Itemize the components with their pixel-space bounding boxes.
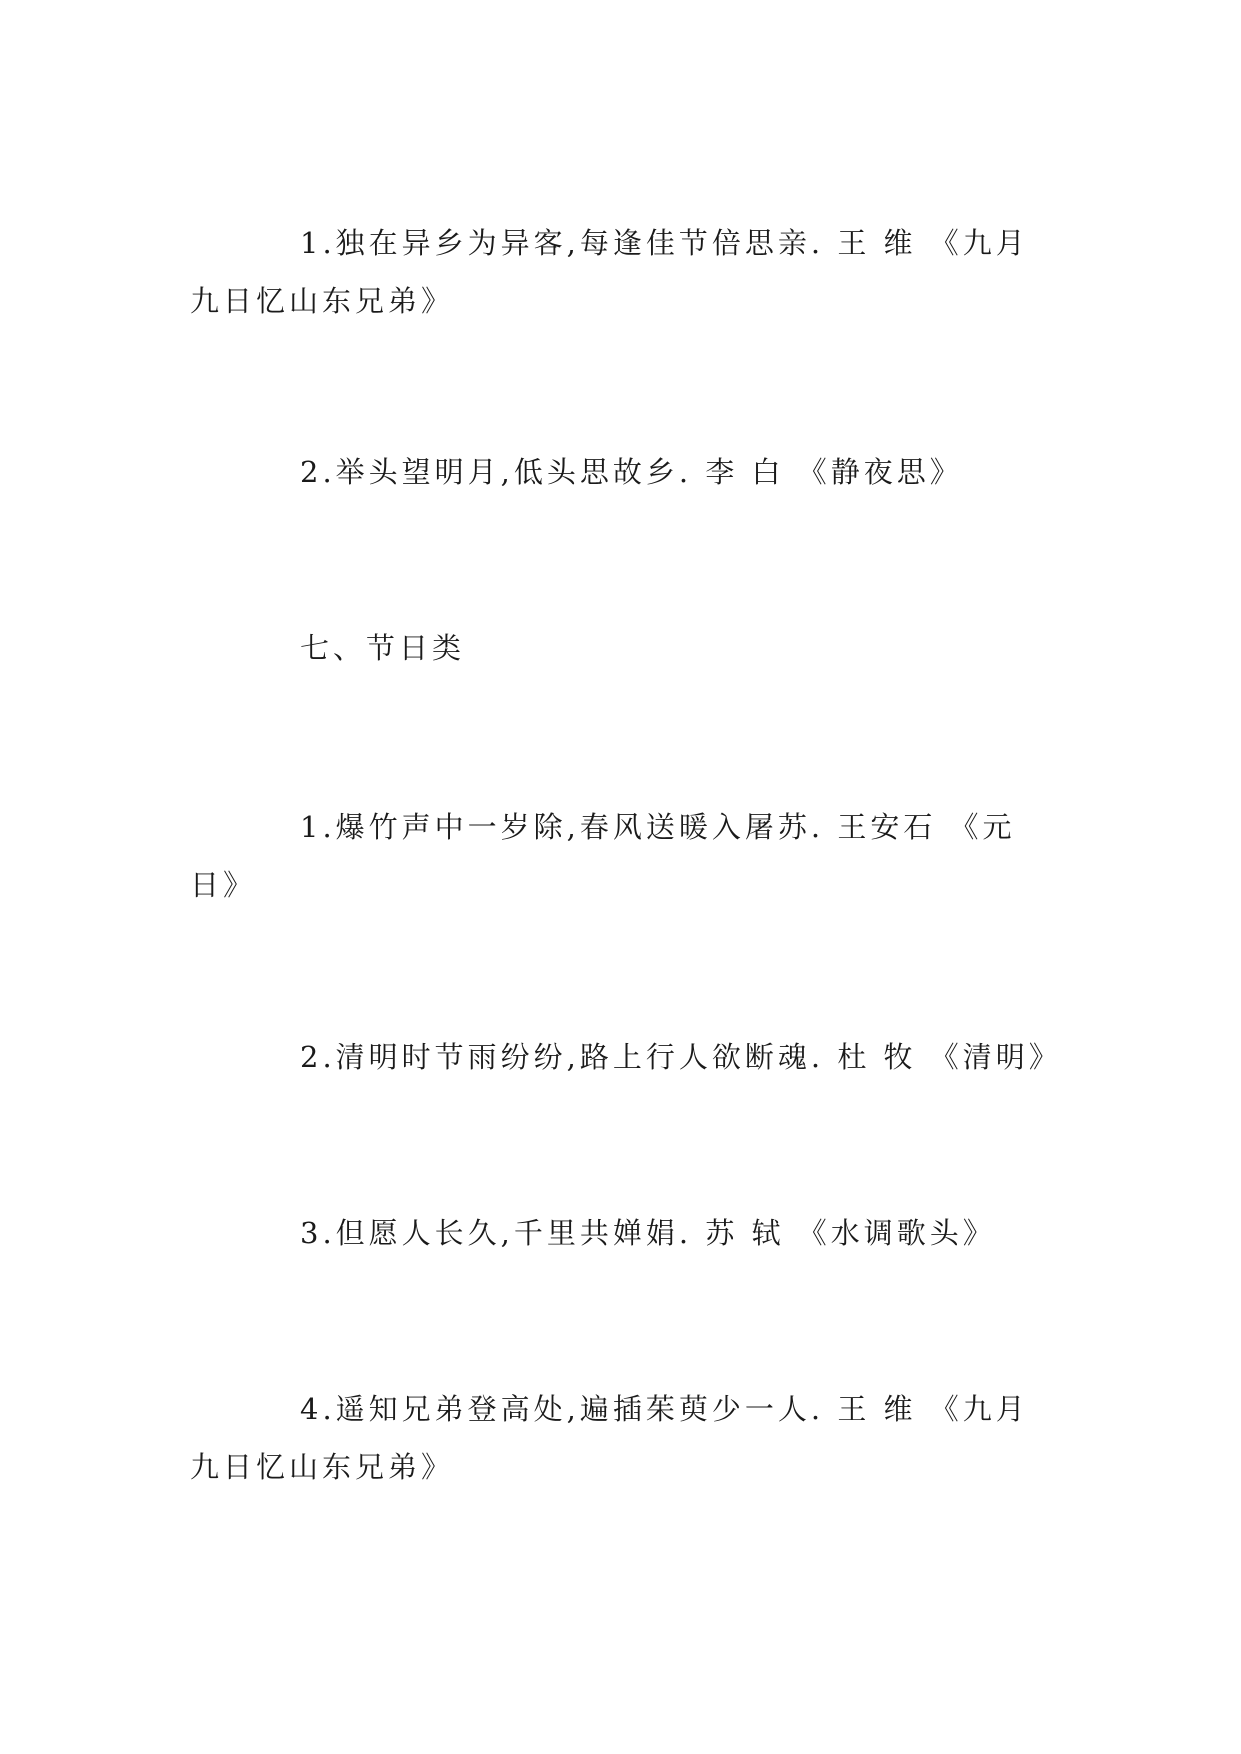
poem-line-homesick-1: 1.独在异乡为异客,每逢佳节倍思亲. 王 维 《九月九日忆山东兄弟》	[190, 226, 1029, 318]
poem-line-festival-2: 2.清明时节雨纷纷,路上行人欲断魂. 杜 牧 《清明》	[300, 1040, 1062, 1074]
poem-line-homesick-2: 2.举头望明月,低头思故乡. 李 白 《静夜思》	[300, 455, 963, 489]
poem-line-festival-1: 1.爆竹声中一岁除,春风送暖入屠苏. 王安石 《元日》	[190, 810, 1016, 902]
poem-line-festival-3: 3.但愿人长久,千里共婵娟. 苏 轼 《水调歌头》	[300, 1216, 996, 1250]
poem-line-festival-4: 4.遥知兄弟登高处,遍插茱萸少一人. 王 维 《九月九日忆山东兄弟》	[190, 1392, 1029, 1484]
section-heading-festivals: 七、节日类	[300, 631, 466, 665]
